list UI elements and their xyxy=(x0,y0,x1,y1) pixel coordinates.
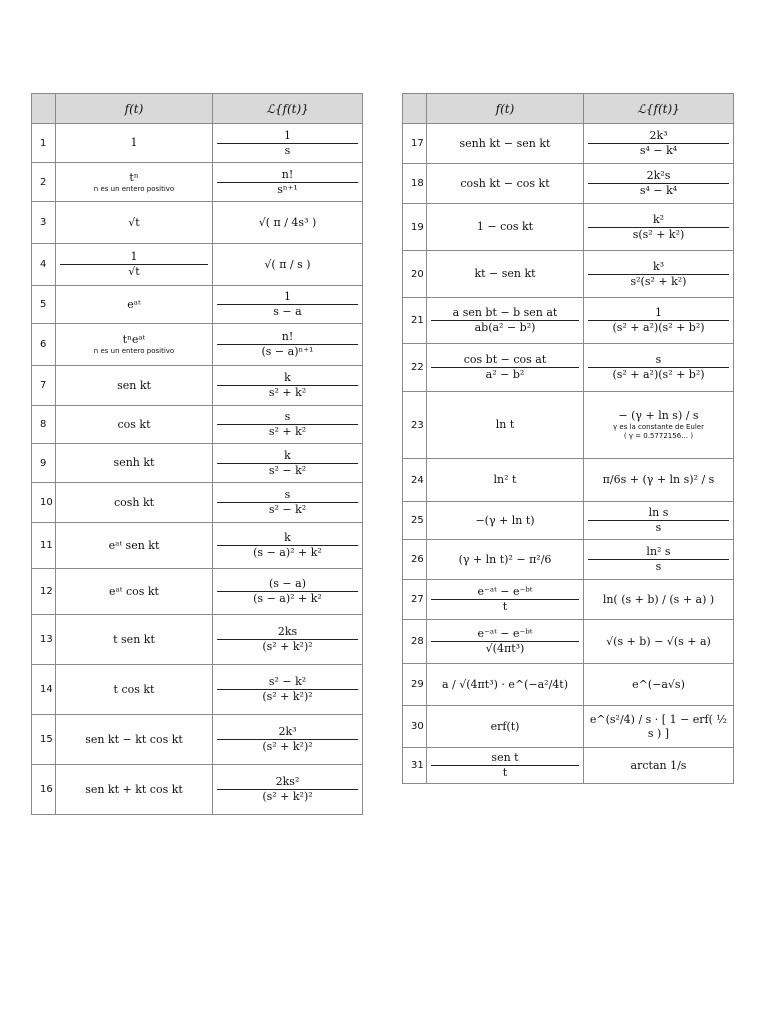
function-cell xyxy=(427,502,584,540)
transform-cell xyxy=(584,748,734,784)
function-cell xyxy=(56,244,213,286)
table-row xyxy=(32,765,363,815)
function-numerator: t sen kt xyxy=(113,632,155,646)
transform-cell xyxy=(213,569,363,615)
laplace-column-header: ℒ{f(t)} xyxy=(584,94,734,124)
function-cell xyxy=(56,615,213,665)
table-row xyxy=(32,244,363,286)
row-number: 24 xyxy=(403,459,427,502)
transform-numerator: 2k³ xyxy=(278,725,297,739)
transform-cell xyxy=(213,286,363,324)
header-row xyxy=(32,94,363,124)
table-row xyxy=(403,164,734,204)
transform-numerator: s xyxy=(284,488,291,502)
function-cell xyxy=(56,444,213,483)
row-number: 15 xyxy=(32,715,56,765)
transform-cell xyxy=(213,202,363,244)
row-number: 30 xyxy=(403,706,427,748)
table-row xyxy=(32,286,363,324)
transform-numerator: s xyxy=(284,410,291,424)
function-cell xyxy=(56,569,213,615)
row-number: 11 xyxy=(32,523,56,569)
function-numerator: ln t xyxy=(495,418,515,432)
transform-cell xyxy=(213,523,363,569)
transform-numerator: 1 xyxy=(284,128,291,142)
function-numerator: eᵃᵗ xyxy=(127,297,141,311)
transform-cell xyxy=(213,483,363,523)
function-cell xyxy=(427,620,584,664)
function-cell xyxy=(427,459,584,502)
table-row xyxy=(32,569,363,615)
row-number: 23 xyxy=(403,392,427,459)
transform-numerator: 1 xyxy=(655,306,662,320)
table-row xyxy=(403,664,734,706)
row-number: 13 xyxy=(32,615,56,665)
transform-denominator: (s² + a²)(s² + b²) xyxy=(588,367,729,382)
table-row xyxy=(403,344,734,392)
transform-cell xyxy=(213,244,363,286)
row-number: 8 xyxy=(32,406,56,444)
transform-cell xyxy=(584,502,734,540)
transform-numerator: e^(−a√s) xyxy=(632,677,685,691)
function-numerator: tⁿeᵃᵗ xyxy=(122,333,146,347)
f-column-header: f(t) xyxy=(56,94,213,124)
row-number: 27 xyxy=(403,580,427,620)
function-numerator: eᵃᵗ cos kt xyxy=(109,584,159,598)
function-cell xyxy=(427,124,584,164)
function-cell xyxy=(427,344,584,392)
table-row xyxy=(32,665,363,715)
transform-numerator: n! xyxy=(281,167,294,181)
function-numerator: sen kt xyxy=(117,378,151,392)
row-number: 28 xyxy=(403,620,427,664)
table-row xyxy=(32,523,363,569)
transform-denominator: (s² + a²)(s² + b²) xyxy=(588,320,729,335)
transform-numerator: k³ xyxy=(652,259,665,273)
function-numerator: sen t xyxy=(491,751,519,765)
transform-numerator: (s − a) xyxy=(269,577,306,591)
function-cell xyxy=(427,164,584,204)
function-numerator: erf(t) xyxy=(490,719,520,733)
transform-numerator: ln( (s + b) / (s + a) ) xyxy=(602,592,715,606)
transform-numerator: √(s + b) − √(s + a) xyxy=(606,634,711,648)
transform-numerator: √( π / s ) xyxy=(264,257,311,271)
table-row xyxy=(32,444,363,483)
function-cell xyxy=(56,715,213,765)
function-numerator: 1 − cos kt xyxy=(476,220,534,234)
transform-denominator: (s² + k²)² xyxy=(217,789,358,804)
function-numerator: 1 xyxy=(130,136,138,150)
transform-numerator: k² xyxy=(652,212,665,226)
function-note: n es un entero positivo xyxy=(93,347,175,355)
function-denominator: ab(a² − b²) xyxy=(431,320,579,335)
function-denominator: t xyxy=(431,599,579,614)
row-number: 10 xyxy=(32,483,56,523)
laplace-table-right xyxy=(402,93,734,784)
transform-denominator: s² − k² xyxy=(217,463,358,478)
table-row xyxy=(403,298,734,344)
table-row xyxy=(32,202,363,244)
transform-cell xyxy=(584,124,734,164)
row-number: 21 xyxy=(403,298,427,344)
function-numerator: cosh kt xyxy=(113,495,155,509)
transform-cell xyxy=(584,392,734,459)
row-number: 1 xyxy=(32,124,56,163)
row-number: 29 xyxy=(403,664,427,706)
transform-denominator: s² − k² xyxy=(217,502,358,517)
function-cell xyxy=(56,406,213,444)
transform-cell xyxy=(584,251,734,298)
table-row xyxy=(403,620,734,664)
function-numerator: sen kt + kt cos kt xyxy=(85,782,183,796)
function-cell xyxy=(427,251,584,298)
transform-numerator: n! xyxy=(281,330,294,344)
transform-denominator: s xyxy=(217,143,358,158)
function-cell xyxy=(56,286,213,324)
row-number: 12 xyxy=(32,569,56,615)
table-row xyxy=(32,124,363,163)
row-number: 26 xyxy=(403,540,427,580)
number-column-header xyxy=(403,94,427,124)
function-cell xyxy=(427,392,584,459)
transform-denominator: (s² + k²)² xyxy=(217,689,358,704)
function-cell xyxy=(56,765,213,815)
transform-denominator: (s² + k²)² xyxy=(217,639,358,654)
transform-denominator: s xyxy=(588,559,729,574)
function-note: n es un entero positivo xyxy=(93,184,175,193)
function-numerator: 1 xyxy=(130,250,138,264)
table-row xyxy=(32,324,363,366)
transform-cell xyxy=(584,344,734,392)
transform-numerator: k xyxy=(284,531,291,545)
function-cell xyxy=(427,540,584,580)
transform-cell xyxy=(213,715,363,765)
transform-cell xyxy=(213,366,363,406)
transform-numerator: ln s xyxy=(648,506,669,520)
function-numerator: t cos kt xyxy=(113,682,155,696)
table-row xyxy=(403,392,734,459)
function-numerator: (γ + ln t)² − π²/6 xyxy=(458,552,552,566)
function-denominator: √t xyxy=(60,264,208,279)
transform-denominator: (s − a)² + k² xyxy=(217,591,358,606)
f-column-header: f(t) xyxy=(427,94,584,124)
table-row xyxy=(403,540,734,580)
transform-cell xyxy=(584,706,734,748)
row-number: 19 xyxy=(403,204,427,251)
function-numerator: cos kt xyxy=(117,417,151,431)
function-cell xyxy=(56,523,213,569)
function-cell xyxy=(56,324,213,366)
function-numerator: senh kt − sen kt xyxy=(459,136,551,150)
transform-cell xyxy=(213,765,363,815)
transform-numerator: √( π / 4s³ ) xyxy=(258,215,317,229)
function-denominator: √(4πt³) xyxy=(431,641,579,656)
transform-cell xyxy=(584,580,734,620)
function-numerator: kt − sen kt xyxy=(474,267,536,281)
transform-cell xyxy=(584,540,734,580)
transform-cell xyxy=(213,444,363,483)
row-number: 6 xyxy=(32,324,56,366)
transform-denominator: s xyxy=(588,520,729,535)
function-cell xyxy=(56,163,213,202)
transform-denominator: s − a xyxy=(217,304,358,319)
transform-denominator: s⁴ − k⁴ xyxy=(588,183,729,198)
transform-cell xyxy=(213,615,363,665)
function-cell xyxy=(427,664,584,706)
laplace-table-left xyxy=(31,93,363,815)
transform-denominator: s(s² + k²) xyxy=(588,227,729,242)
transform-numerator: ln² s xyxy=(646,545,671,559)
transform-cell xyxy=(213,163,363,202)
function-numerator: cosh kt − cos kt xyxy=(460,176,550,190)
transform-cell xyxy=(213,406,363,444)
function-denominator: t xyxy=(431,765,579,780)
header-row xyxy=(403,94,734,124)
transform-denominator: s² + k² xyxy=(217,424,358,439)
transform-cell xyxy=(584,664,734,706)
function-numerator: a sen bt − b sen at xyxy=(452,306,558,320)
transform-cell xyxy=(213,124,363,163)
transform-denominator: (s² + k²)² xyxy=(217,739,358,754)
table-row xyxy=(32,715,363,765)
transform-numerator: 1 xyxy=(284,290,291,304)
laplace-column-header: ℒ{f(t)} xyxy=(213,94,363,124)
function-numerator: ln² t xyxy=(493,473,517,487)
transform-numerator: 2ks xyxy=(277,625,298,639)
transform-numerator: k xyxy=(284,448,291,462)
function-cell xyxy=(56,665,213,715)
transform-numerator: 2k²s xyxy=(646,169,671,183)
row-number: 18 xyxy=(403,164,427,204)
function-cell xyxy=(427,580,584,620)
row-number: 5 xyxy=(32,286,56,324)
transform-denominator: s²(s² + k²) xyxy=(588,274,729,289)
number-column-header xyxy=(32,94,56,124)
table-row xyxy=(32,163,363,202)
row-number: 9 xyxy=(32,444,56,483)
row-number: 31 xyxy=(403,748,427,784)
transform-cell xyxy=(584,204,734,251)
transform-denominator: sⁿ⁺¹ xyxy=(217,182,358,197)
table-row xyxy=(32,483,363,523)
function-cell xyxy=(56,202,213,244)
function-cell xyxy=(56,483,213,523)
transform-denominator: (s − a)² + k² xyxy=(217,545,358,560)
transform-cell xyxy=(213,665,363,715)
function-denominator: a² − b² xyxy=(431,367,579,382)
transform-numerator: arctan 1/s xyxy=(630,758,687,772)
transform-note: γ es la constante de Euler xyxy=(613,423,704,432)
function-numerator: cos bt − cos at xyxy=(463,353,547,367)
transform-note: ( γ = 0.5772156… ) xyxy=(623,431,694,440)
transform-numerator: − (γ + ln s) / s xyxy=(618,409,699,423)
row-number: 2 xyxy=(32,163,56,202)
row-number: 22 xyxy=(403,344,427,392)
table-row xyxy=(403,251,734,298)
table-row xyxy=(403,502,734,540)
table-row xyxy=(403,706,734,748)
transform-numerator: 2ks² xyxy=(275,775,300,789)
transform-cell xyxy=(584,298,734,344)
transform-numerator: e^(s²/4) / s · [ 1 − erf( ½ s ) ] xyxy=(589,712,728,740)
function-numerator: √t xyxy=(128,215,140,229)
table-row xyxy=(32,406,363,444)
table-row xyxy=(403,580,734,620)
function-cell xyxy=(56,124,213,163)
row-number: 25 xyxy=(403,502,427,540)
transform-cell xyxy=(213,324,363,366)
transform-numerator: s xyxy=(655,353,662,367)
transform-numerator: k xyxy=(284,371,291,385)
function-numerator: tⁿ xyxy=(129,170,139,184)
function-cell xyxy=(427,204,584,251)
transform-denominator: (s − a)ⁿ⁺¹ xyxy=(217,344,358,359)
function-cell xyxy=(56,366,213,406)
function-numerator: senh kt xyxy=(113,456,155,470)
row-number: 4 xyxy=(32,244,56,286)
transform-denominator: s⁴ − k⁴ xyxy=(588,143,729,158)
transform-cell xyxy=(584,620,734,664)
row-number: 7 xyxy=(32,366,56,406)
table-row xyxy=(403,124,734,164)
table-row xyxy=(403,204,734,251)
function-numerator: eᵃᵗ sen kt xyxy=(108,538,160,552)
function-cell xyxy=(427,706,584,748)
transform-numerator: s² − k² xyxy=(268,675,307,689)
function-numerator: e⁻ᵃᵗ − e⁻ᵇᵗ xyxy=(477,627,533,641)
function-numerator: a / √(4πt³) · e^(−a²/4t) xyxy=(441,677,569,691)
table-row xyxy=(403,459,734,502)
transform-numerator: π/6s + (γ + ln s)² / s xyxy=(602,473,715,487)
row-number: 17 xyxy=(403,124,427,164)
row-number: 16 xyxy=(32,765,56,815)
row-number: 14 xyxy=(32,665,56,715)
function-cell xyxy=(427,748,584,784)
row-number: 3 xyxy=(32,202,56,244)
function-numerator: −(γ + ln t) xyxy=(475,513,535,527)
transform-denominator: s² + k² xyxy=(217,385,358,400)
transform-cell xyxy=(584,459,734,502)
function-numerator: sen kt − kt cos kt xyxy=(85,732,183,746)
function-cell xyxy=(427,298,584,344)
function-numerator: e⁻ᵃᵗ − e⁻ᵇᵗ xyxy=(477,585,533,599)
transform-numerator: 2k³ xyxy=(649,129,668,143)
table-row xyxy=(32,615,363,665)
transform-cell xyxy=(584,164,734,204)
table-row xyxy=(32,366,363,406)
table-row xyxy=(403,748,734,784)
row-number: 20 xyxy=(403,251,427,298)
